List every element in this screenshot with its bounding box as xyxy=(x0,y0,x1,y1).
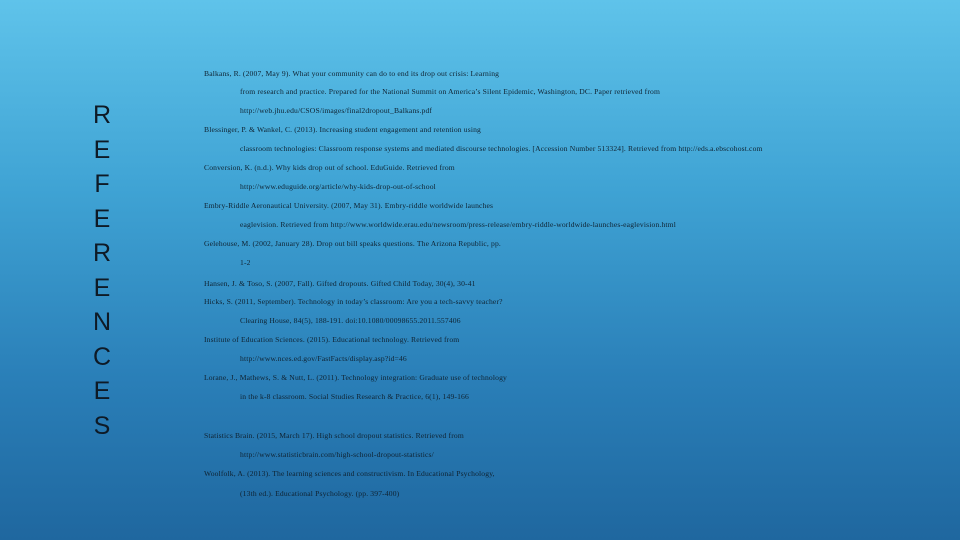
title-letter: E xyxy=(93,377,111,405)
reference-line: classroom technologies: Classroom response systems and mediated discourse technologies. [Accession Number 513324]. Retrieved from http://eds.a.ebscohost.com xyxy=(240,144,763,153)
reference-line: Clearing House, 84(5), 188-191. doi:10.1080/00098655.2011.557406 xyxy=(240,316,461,325)
reference-link[interactable]: http://www.statisticbrain.com/high-school-dropout-statistics/ xyxy=(240,450,434,459)
reference-line: Gelehouse, M. (2002, January 28). Drop out bill speaks questions. The Arizona Republic, pp. xyxy=(204,239,501,248)
reference-line: Hansen, J. & Toso, S. (2007, Fall). Gifted dropouts. Gifted Child Today, 30(4), 30-41 xyxy=(204,279,476,288)
title-letter: E xyxy=(93,135,111,164)
reference-line: in the k-8 classroom. Social Studies Research & Practice, 6(1), 149-166 xyxy=(240,392,469,401)
title-letter: E xyxy=(93,204,111,233)
reference-line: Institute of Education Sciences. (2015). Educational technology. Retrieved from xyxy=(204,335,460,344)
title-letter: R xyxy=(92,239,112,267)
title-letter: E xyxy=(93,273,111,302)
reference-line: eaglevision. Retrieved from http://www.worldwide.erau.edu/newsroom/press-release/embry-riddle-worldwide-launches-eaglevision.html xyxy=(240,220,676,229)
reference-line: 1-2 xyxy=(240,258,251,267)
reference-line: (13th ed.). Educational Psychology. (pp. 397-400) xyxy=(240,489,400,498)
title-letter: N xyxy=(92,308,112,336)
reference-line: Woolfolk, A. (2013). The learning sciences and constructivism. In Educational Psychology, xyxy=(204,469,495,478)
title-letter: S xyxy=(93,411,111,440)
reference-line: Hicks, S. (2011, September). Technology in today’s classroom: Are you a tech-savvy teacher? xyxy=(204,297,503,306)
reference-link[interactable]: http://www.eduguide.org/article/why-kids-drop-out-of-school xyxy=(240,182,436,191)
reference-link[interactable]: http://www.nces.ed.gov/FastFacts/display.asp?id=46 xyxy=(240,354,407,363)
title-letter: F xyxy=(94,170,110,198)
reference-line: Conversion, K. (n.d.). Why kids drop out of school. EduGuide. Retrieved from xyxy=(204,163,455,172)
reference-line: Balkans, R. (2007, May 9). What your community can do to end its drop out crisis: Learning xyxy=(204,69,500,78)
reference-link[interactable]: http://web.jhu.edu/CSOS/images/final2dropout_Balkans.pdf xyxy=(240,106,433,115)
reference-line: Statistics Brain. (2015, March 17). High school dropout statistics. Retrieved from xyxy=(204,431,464,440)
reference-line: Embry-Riddle Aeronautical University. (2007, May 31). Embry-riddle worldwide launches xyxy=(204,201,494,210)
title-letter: R xyxy=(92,101,112,129)
title-letter: C xyxy=(92,342,112,371)
reference-line: Blessinger, P. & Wankel, C. (2013). Increasing student engagement and retention using xyxy=(204,125,481,134)
reference-line: Lorane, J., Mathews, S. & Nutt, L. (2011). Technology integration: Graduate use of technology xyxy=(204,373,507,382)
reference-line: from research and practice. Prepared for the National Summit on America’s Silent Epidemic, Washington, DC. Paper retrieved from xyxy=(240,87,661,96)
